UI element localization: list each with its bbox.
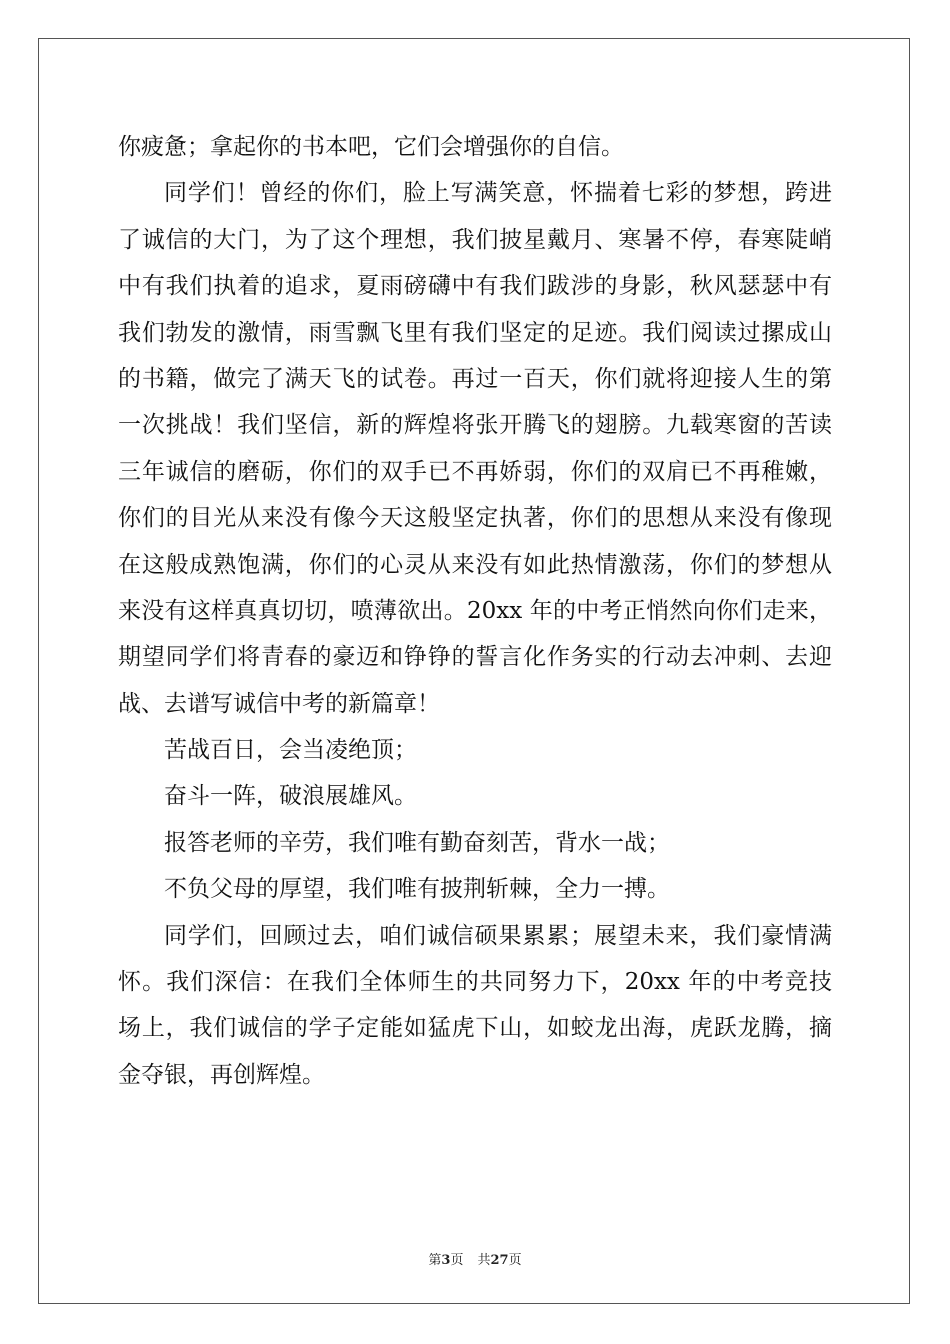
text-line: 期望同学们将青春的豪迈和铮铮的誓言化作务实的行动去冲刺、去迎 bbox=[118, 644, 832, 671]
text-line: 你们的目光从来没有像今天这般坚定执著，你们的思想从来没有像现 bbox=[118, 505, 832, 532]
text-line: 的书籍，做完了满天飞的试卷。再过一百天，你们就将迎接人生的第 bbox=[118, 365, 832, 392]
page-current: 3 bbox=[441, 1253, 451, 1268]
text-line: 中有我们执着的追求，夏雨磅礴中有我们跋涉的身影，秋风瑟瑟中有 bbox=[118, 273, 832, 300]
text-line: 不负父母的厚望，我们唯有披荆斩棘，全力一搏。 bbox=[164, 876, 670, 903]
page-suffix: 页 bbox=[450, 1253, 464, 1268]
text-line: 你疲惫；拿起你的书本吧，它们会增强你的自信。 bbox=[118, 134, 624, 160]
text-line: 奋斗一阵，破浪展雄风。 bbox=[164, 783, 417, 810]
text-line: 同学们，回顾过去，咱们诚信硕果累累；展望未来，我们豪情满 bbox=[164, 922, 832, 949]
text-line: 怀。我们深信：在我们全体师生的共同努力下，20xx 年的中考竞技 bbox=[118, 969, 832, 996]
text-line: 战、去谱写诚信中考的新篇章！ bbox=[118, 690, 440, 717]
text-line: 了诚信的大门，为了这个理想，我们披星戴月、寒暑不停，春寒陡峭 bbox=[118, 226, 832, 253]
text-line: 三年诚信的磨砺，你们的双手已不再娇弱，你们的双肩已不再稚嫩， bbox=[118, 458, 832, 485]
text-line: 场上，我们诚信的学子定能如猛虎下山，如蛟龙出海，虎跃龙腾，摘 bbox=[118, 1015, 832, 1042]
total-suffix: 页 bbox=[508, 1253, 522, 1268]
text-line: 一次挑战！我们坚信，新的辉煌将张开腾飞的翅膀。九载寒窗的苦读 bbox=[118, 412, 832, 439]
text-line: 报答老师的辛劳，我们唯有勤奋刻苦，背水一战； bbox=[164, 829, 670, 856]
page-total: 27 bbox=[490, 1253, 509, 1268]
page-footer bbox=[0, 1249, 950, 1268]
text-line: 我们勃发的激情，雨雪飘飞里有我们坚定的足迹。我们阅读过摞成山 bbox=[118, 319, 832, 346]
text-line: 苦战百日，会当凌绝顶； bbox=[164, 737, 417, 764]
page-prefix: 第 bbox=[428, 1253, 442, 1268]
document-body bbox=[118, 124, 832, 1098]
text-line: 在这般成熟饱满，你们的心灵从来没有如此热情激荡，你们的梦想从 bbox=[118, 551, 832, 578]
text-line: 金夺银，再创辉煌。 bbox=[118, 1061, 325, 1088]
text-line: 同学们！曾经的你们，脸上写满笑意，怀揣着七彩的梦想，跨进 bbox=[164, 180, 832, 207]
text-line: 来没有这样真真切切，喷薄欲出。20xx 年的中考正悄然向你们走来， bbox=[118, 597, 832, 624]
total-prefix: 共 bbox=[477, 1253, 491, 1268]
